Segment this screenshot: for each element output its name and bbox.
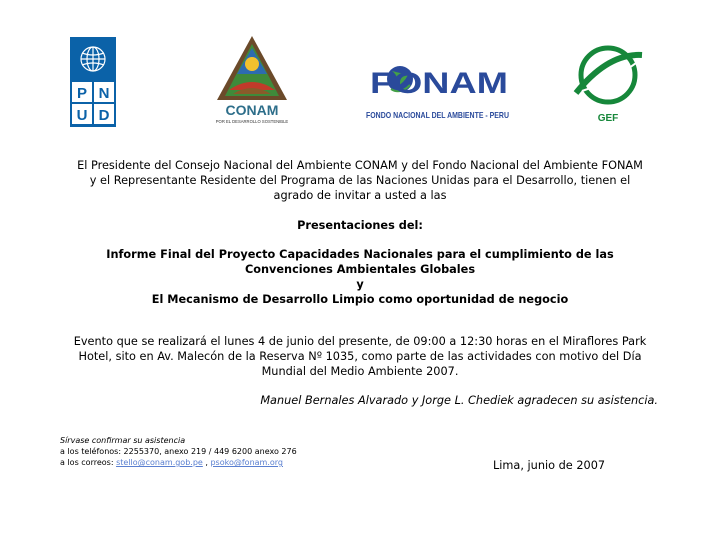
conam-subtitle: POR EL DESARROLLO SOSTENIBLE — [215, 119, 289, 124]
email-link-fonam[interactable]: psoko@fonam.org — [210, 458, 283, 467]
invitation-intro — [55, 158, 665, 203]
rsvp-emails — [60, 457, 297, 468]
gef-name: GEF — [597, 113, 619, 124]
presentations-list — [55, 247, 665, 307]
undp-letter-u: U — [76, 107, 88, 124]
intro-line-2: y el Representante Residente del Programa de las Naciones Unidas para el Desarrollo, tienen el — [89, 174, 631, 187]
rsvp-phones: a los teléfonos: 2255370, anexo 219 / 449 6200 anexo 276 — [60, 447, 297, 456]
fonam-logo — [364, 55, 514, 125]
intro-line-1: El Presidente del Consejo Nacional del Ambiente CONAM y del Fondo Nacional del Ambiente FONAM — [77, 159, 643, 172]
event-details — [55, 334, 665, 379]
undp-letter-n: N — [98, 85, 110, 102]
thanks-signature: Manuel Bernales Alvarado y Jorge L. Chediek agradecen su asistencia. — [260, 394, 658, 407]
project-line-1: Informe Final del Proyecto Capacidades Nacionales para el cumplimiento de las — [106, 248, 614, 261]
email-link-conam[interactable]: stello@conam.gob.pe — [116, 458, 203, 467]
event-line-1: Evento que se realizará el lunes 4 de junio del presente, de 09:00 a 12:30 horas en el Miraflores Park — [73, 335, 647, 348]
undp-logo — [70, 37, 116, 127]
conam-name: CONAM — [225, 102, 279, 118]
place-date: Lima, junio de 2007 — [493, 459, 606, 472]
project-line-3: El Mecanismo de Desarrollo Limpio como oportunidad de negocio — [151, 293, 569, 306]
event-line-3: Mundial del Medio Ambiente 2007. — [261, 365, 459, 378]
project-connector: y — [356, 278, 364, 291]
undp-letter-d: D — [98, 107, 110, 124]
gef-logo — [562, 45, 654, 125]
intro-line-3: agrado de invitar a usted a las — [273, 189, 447, 202]
undp-letter-p: P — [76, 85, 88, 102]
conam-logo — [207, 34, 297, 126]
presentations-heading: Presentaciones del: — [297, 219, 423, 232]
event-line-2: Hotel, sito en Av. Malecón de la Reserva Nº 1035, como parte de las actividades con motivo del Día — [78, 350, 642, 363]
email-separator: , — [202, 458, 211, 467]
fonam-subtitle: FONDO NACIONAL DEL AMBIENTE - PERU — [366, 110, 509, 120]
emails-prefix: a los correos: — [60, 458, 117, 467]
rsvp-footer — [60, 435, 297, 468]
rsvp-confirm: Sírvase confirmar su asistencia — [60, 436, 186, 445]
project-line-2: Convenciones Ambientales Globales — [244, 263, 476, 276]
fonam-name: FONAM — [370, 67, 508, 100]
